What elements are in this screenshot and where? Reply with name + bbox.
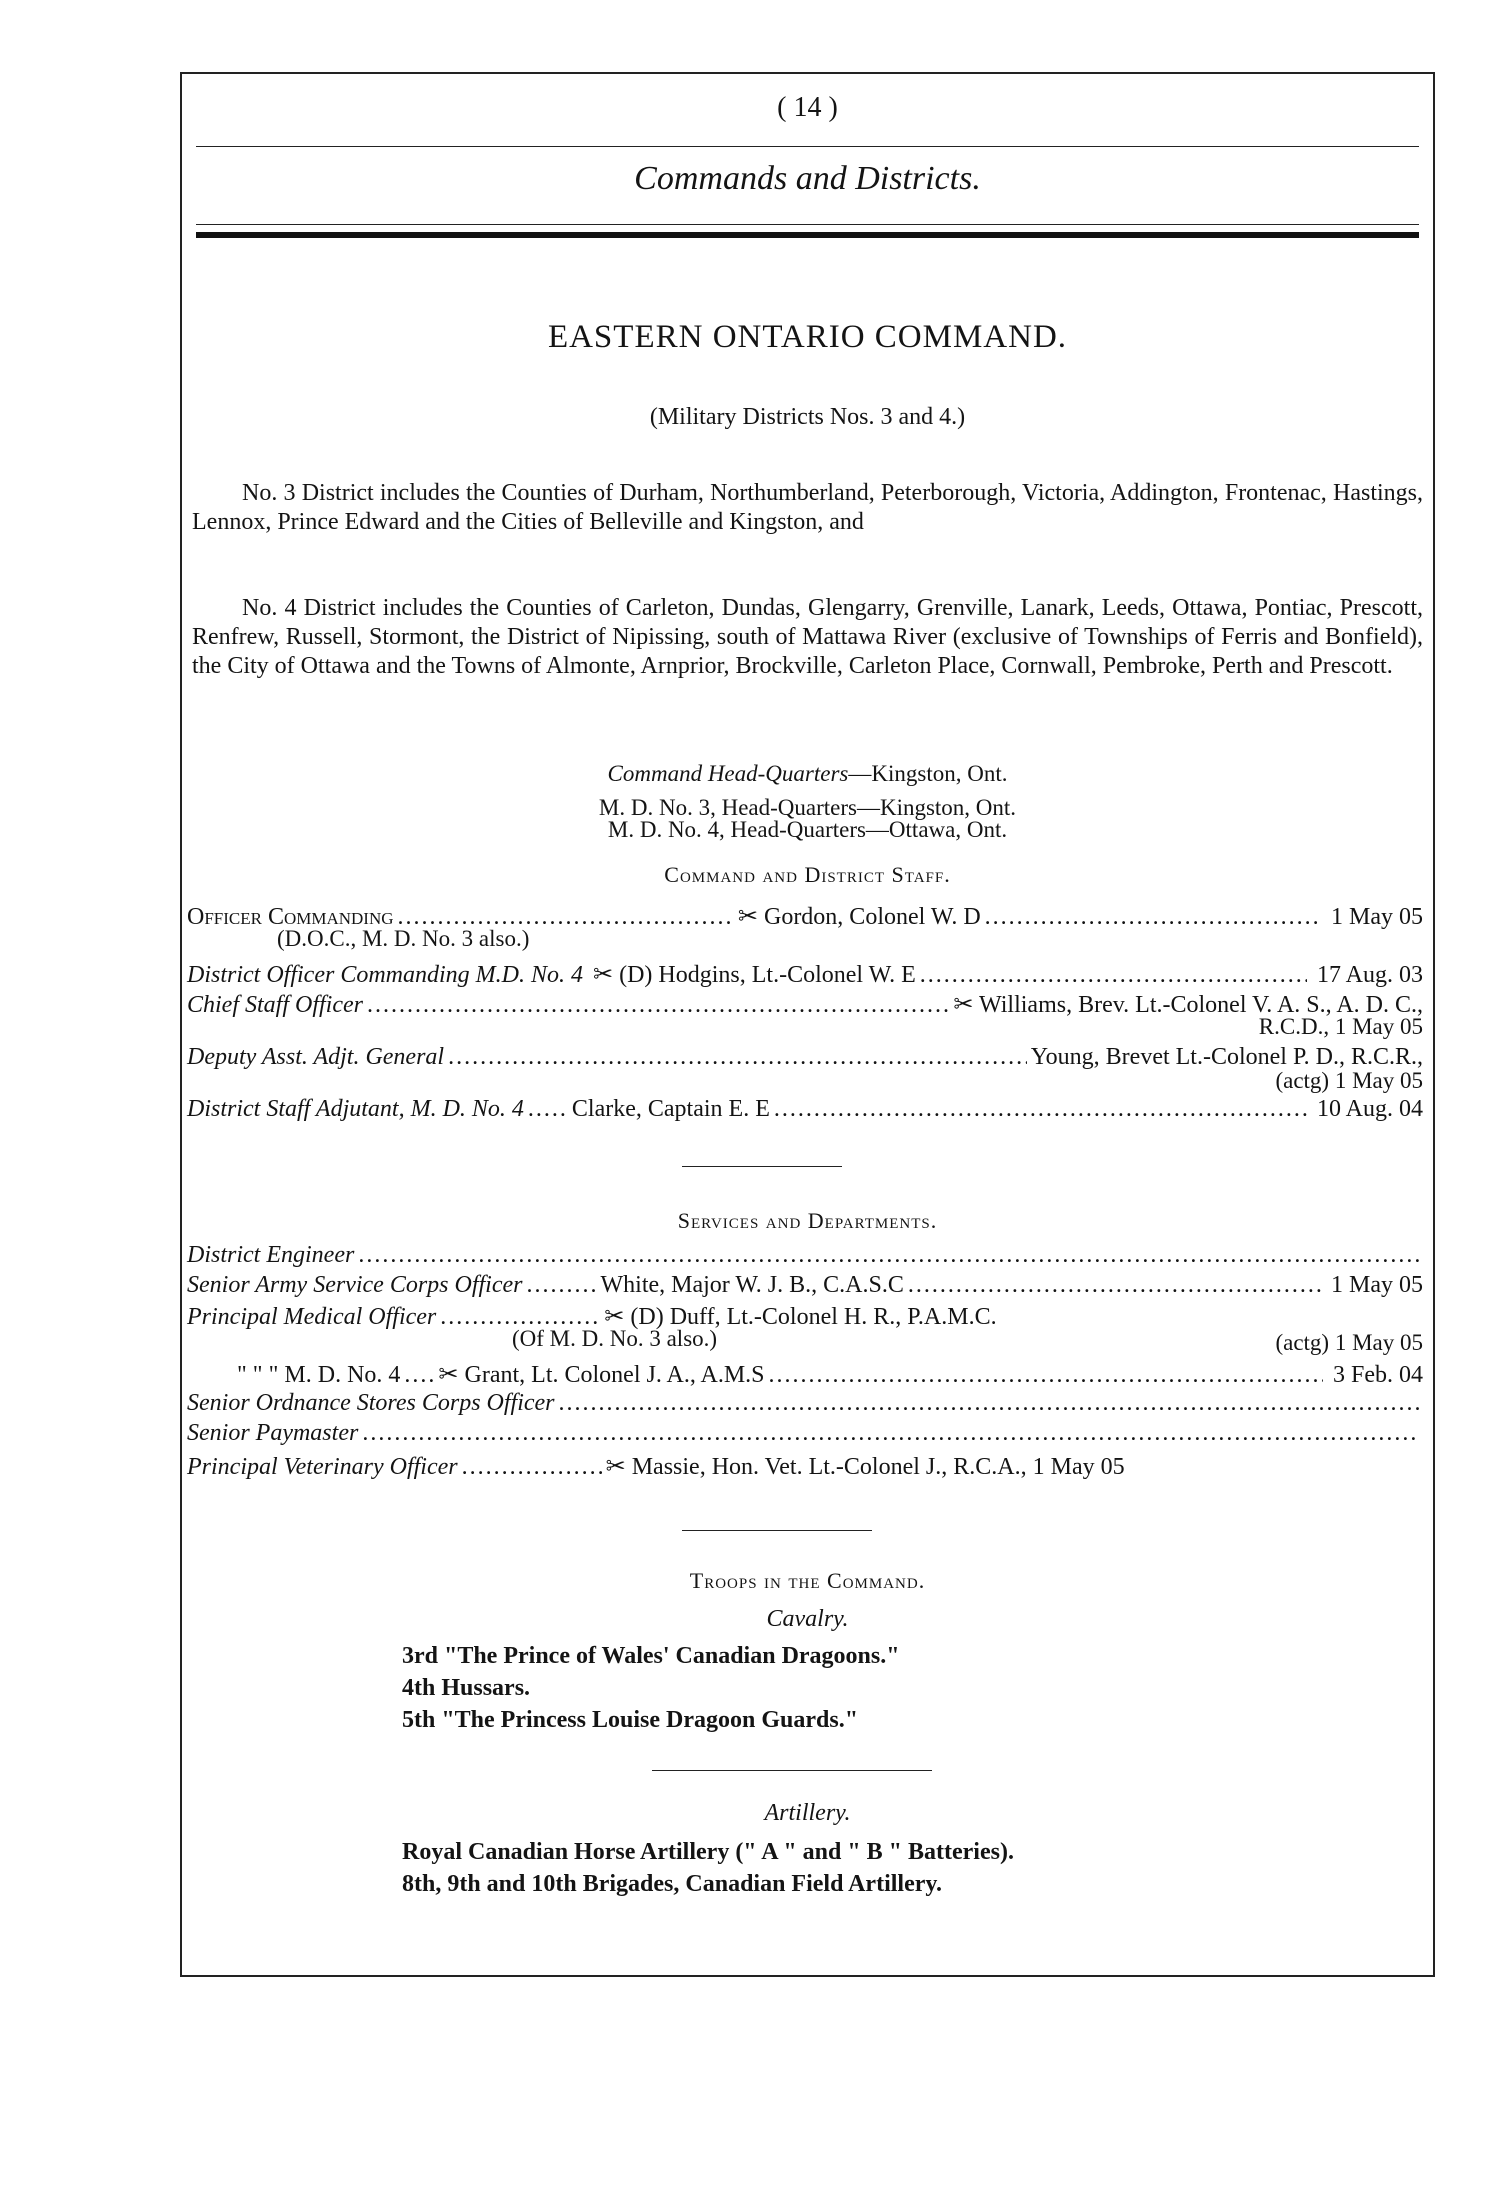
staff-label: District Officer Commanding M.D. No. 4 [187, 962, 583, 988]
artillery-heading: Artillery. [764, 1800, 851, 1826]
service-row [187, 1272, 1423, 1299]
running-header: Commands and Districts. [634, 160, 981, 197]
staff-value: ✂ Gordon, Colonel W. D [737, 904, 981, 930]
staff-date: 17 Aug. 03 [1316, 962, 1423, 988]
service-row [187, 1360, 1423, 1389]
cavalry-heading: Cavalry. [766, 1606, 849, 1632]
md3-headquarters: M. D. No. 3, Head-Quarters—Kingston, Ont. [598, 795, 1017, 820]
staff-value: ✂ Williams, Brev. Lt.-Colonel V. A. S., A. D. C., [953, 992, 1423, 1018]
service-label: " " " M. D. No. 4 [237, 1362, 401, 1388]
service-row [187, 1242, 1423, 1269]
service-row [187, 1302, 1423, 1331]
service-date: 1 May 05 [1331, 1272, 1423, 1298]
staff-label: District Staff Adjutant, M. D. No. 4 [187, 1096, 524, 1122]
staff-row-note: (D.O.C., M. D. No. 3 also.) [277, 926, 530, 951]
paragraph-district-3: No. 3 District includes the Counties of Durham, Northumberland, Peterborough, Victoria, Addington, Frontenac, Hastings, Lennox, Prince Edward and the Cities of Belleville and Kingston, and [192, 480, 1423, 535]
header-rule-thin [196, 224, 1419, 225]
service-label: Senior Ordnance Stores Corps Officer [187, 1390, 555, 1416]
artillery-item: Royal Canadian Horse Artillery (" A " and " B " Batteries). [402, 1839, 1014, 1865]
cavalry-item: 4th Hussars. [402, 1675, 531, 1701]
staff-heading: Command and District Staff. [664, 862, 951, 887]
cavalry-list [402, 1640, 900, 1736]
command-headquarters [182, 762, 1433, 786]
service-row [187, 1452, 1423, 1481]
page-title: EASTERN ONTARIO COMMAND. [547, 319, 1068, 355]
service-row [187, 1420, 1423, 1447]
troops-heading: Troops in the Command. [689, 1568, 926, 1593]
staff-value: Clarke, Captain E. E [571, 1096, 770, 1122]
staff-value: Young, Brevet Lt.-Colonel P. D., R.C.R., [1030, 1044, 1423, 1070]
service-label: Senior Army Service Corps Officer [187, 1272, 523, 1298]
command-hq-label: Command Head-Quarters [607, 761, 849, 786]
page-number: ( 14 ) [777, 92, 838, 123]
section-divider [682, 1530, 872, 1531]
command-hq-value: —Kingston, Ont. [848, 761, 1008, 786]
document-page [180, 72, 1435, 1977]
staff-value: ✂ (D) Hodgins, Lt.-Colonel W. E [593, 962, 916, 988]
header-rule-thick [196, 232, 1419, 238]
staff-date: 10 Aug. 04 [1316, 1096, 1423, 1122]
service-label: Senior Paymaster [187, 1420, 359, 1446]
service-value: ✂ (D) Duff, Lt.-Colonel H. R., P.A.M.C. [604, 1304, 997, 1330]
service-value: White, Major W. J. B., C.A.S.C [600, 1272, 904, 1298]
cavalry-item: 3rd "The Prince of Wales' Canadian Dragoons." [402, 1643, 900, 1669]
staff-row-note: (actg) 1 May 05 [1275, 1068, 1423, 1093]
staff-row-note: R.C.D., 1 May 05 [1258, 1014, 1423, 1039]
artillery-item: 8th, 9th and 10th Brigades, Canadian Field Artillery. [402, 1871, 943, 1897]
service-date: 3 Feb. 04 [1333, 1362, 1423, 1388]
staff-label: Deputy Asst. Adjt. General [187, 1044, 445, 1070]
staff-row [187, 990, 1423, 1019]
staff-row [187, 1096, 1423, 1123]
header-rule-top [196, 146, 1419, 147]
staff-row [187, 1044, 1423, 1071]
artillery-list [402, 1836, 1014, 1900]
services-heading: Services and Departments. [677, 1208, 938, 1233]
service-value: ✂ Grant, Lt. Colonel J. A., A.M.S [438, 1362, 765, 1388]
service-label: Principal Veterinary Officer [187, 1454, 458, 1480]
cavalry-item: 5th "The Princess Louise Dragoon Guards." [402, 1707, 859, 1733]
section-divider [682, 1166, 842, 1167]
service-row-note: (Of M. D. No. 3 also.) [512, 1326, 718, 1351]
paragraph-district-4: No. 4 District includes the Counties of Carleton, Dundas, Glengarry, Grenville, Lanark, Leeds, Ottawa, Pontiac, Prescott, Renfrew, Russell, Stormont, the District of Nipissing, south of Mattawa River (exclusive of Townships of Ferris and Bonfield), the City of Ottawa and the Towns of Almonte, Arnprior, Brockville, Carleton Place, Cornwall, Pembroke, Perth and Prescott. [192, 595, 1423, 679]
staff-label: Officer Commanding [187, 904, 394, 930]
page-subtitle: (Military Districts Nos. 3 and 4.) [649, 404, 966, 430]
md4-headquarters: M. D. No. 4, Head-Quarters—Ottawa, Ont. [607, 817, 1008, 842]
service-value: ✂ Massie, Hon. Vet. Lt.-Colonel J., R.C.A., 1 May 05 [605, 1454, 1125, 1480]
service-label: Principal Medical Officer [187, 1304, 437, 1330]
service-row [187, 1390, 1423, 1417]
staff-date: 1 May 05 [1331, 904, 1423, 930]
staff-label: Chief Staff Officer [187, 992, 363, 1018]
section-divider [652, 1770, 932, 1771]
staff-row [187, 960, 1423, 989]
service-label: District Engineer [187, 1242, 355, 1268]
service-row-note-right: (actg) 1 May 05 [1275, 1330, 1423, 1355]
